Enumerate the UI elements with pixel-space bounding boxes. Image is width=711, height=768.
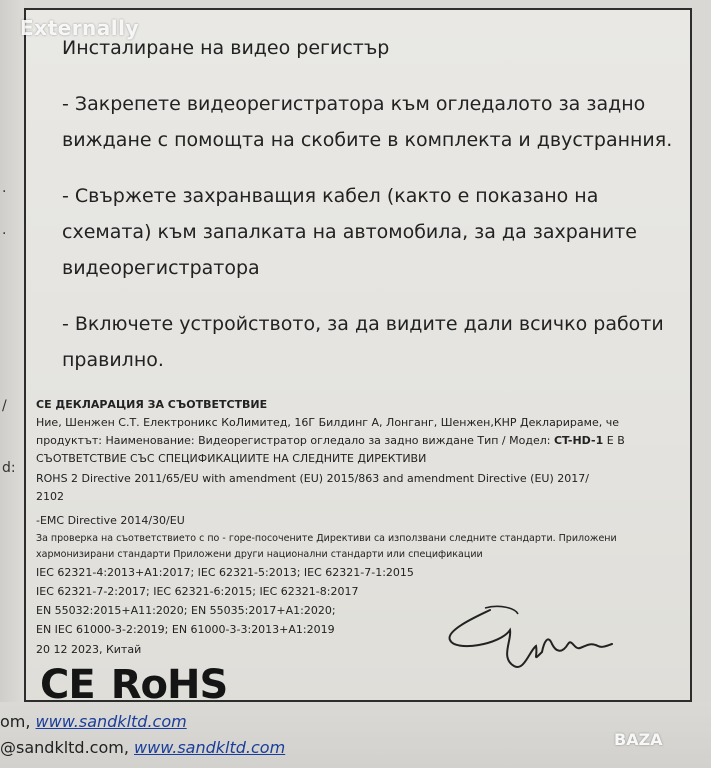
rohs-directive-cont: 2102 <box>36 490 64 503</box>
step-2 <box>62 178 637 286</box>
step-2-line-3: видеорегистратора <box>62 257 260 279</box>
footer-email-fragment: @sandkltd.com, <box>0 738 135 757</box>
step-1-line-1: - Закрепете видеорегистратора към огледалото за задно <box>62 93 646 115</box>
date-place: 20 12 2023, Китай <box>36 643 142 656</box>
compliance-logos <box>40 662 227 708</box>
side-mark: d: <box>2 460 16 476</box>
step-3-line-2: правилно. <box>62 349 164 371</box>
declaration-conformity: Е В <box>603 434 625 447</box>
footer-line-1 <box>0 712 187 731</box>
step-3-line-1: - Включете устройството, за да видите дали всичко работи <box>62 313 664 335</box>
standards-line: IEC 62321-7-2:2017; IEC 62321-6:2015; IEC 62321-8:2017 <box>36 585 359 598</box>
side-mark: . <box>2 180 7 196</box>
install-title-text: Инсталиране на видео регистър <box>62 37 390 59</box>
website-link[interactable]: www.sandkltd.com <box>35 712 187 731</box>
emc-directive: -EMC Directive 2014/30/EU <box>36 514 185 527</box>
declaration-line-2 <box>36 432 625 449</box>
step-1 <box>62 86 672 158</box>
step-2-line-2: схемата) към запалката на автомобила, за да захраните <box>62 221 637 243</box>
standards-line: IEC 62321-4:2013+A1:2017; IEC 62321-5:2013; IEC 62321-7-1:2015 <box>36 566 414 579</box>
declaration-heading: CE ДЕКЛАРАЦИЯ ЗА СЪОТВЕТСТВИЕ <box>36 398 268 411</box>
rohs-mark: RoHS <box>110 662 228 708</box>
standards-note-2: хармонизирани стандарти Приложени други национални стандарти или спецификации <box>36 549 483 560</box>
footer-line-2 <box>0 738 285 757</box>
background-left <box>0 0 24 768</box>
standards-line: EN IEC 61000-3-2:2019; EN 61000-3-3:2013+A1:2019 <box>36 623 335 636</box>
signature <box>440 600 630 680</box>
footer-email-fragment: om, <box>0 712 36 731</box>
standards-note-1: За проверка на съответствието с по - горе-посочените Директиви са използвани следните стандарти. Приложени <box>36 533 617 544</box>
side-mark: / <box>2 398 7 414</box>
declaration-product: продуктът: Наименование: Видеорегистратор огледало за задно виждане Тип / Модел: <box>36 434 554 447</box>
step-2-line-1: - Свържете захранващия кабел (както е показано на <box>62 185 599 207</box>
model-number: CT-HD-1 <box>553 434 604 447</box>
standards-line: EN 55032:2015+A11:2020; EN 55035:2017+A1:2020; <box>36 604 336 617</box>
side-mark: . <box>2 222 7 238</box>
watermark-bottom: BAZA <box>614 730 663 749</box>
declaration-line-1: Ние, Шенжен С.Т. Електроникс КоЛимитед, 16Г Билдинг А, Лонганг, Шенжен,КНР Декларираме, че <box>36 416 619 429</box>
website-link[interactable]: www.sandkltd.com <box>134 738 286 757</box>
watermark-top: Externally <box>20 16 140 40</box>
step-1-line-2: виждане с помощта на скобите в комплекта и двустранния. <box>62 129 673 151</box>
step-3 <box>62 306 664 378</box>
declaration-line-3: СЪОТВЕТСТВИЕ СЪС СПЕЦИФИКАЦИИТЕ НА СЛЕДНИТЕ ДИРЕКТИВИ <box>36 452 427 465</box>
rohs-directive: ROHS 2 Directive 2011/65/EU with amendment (EU) 2015/863 and amendment Directive (EU) 2017/ <box>36 472 589 485</box>
ce-mark: CE <box>40 662 95 708</box>
